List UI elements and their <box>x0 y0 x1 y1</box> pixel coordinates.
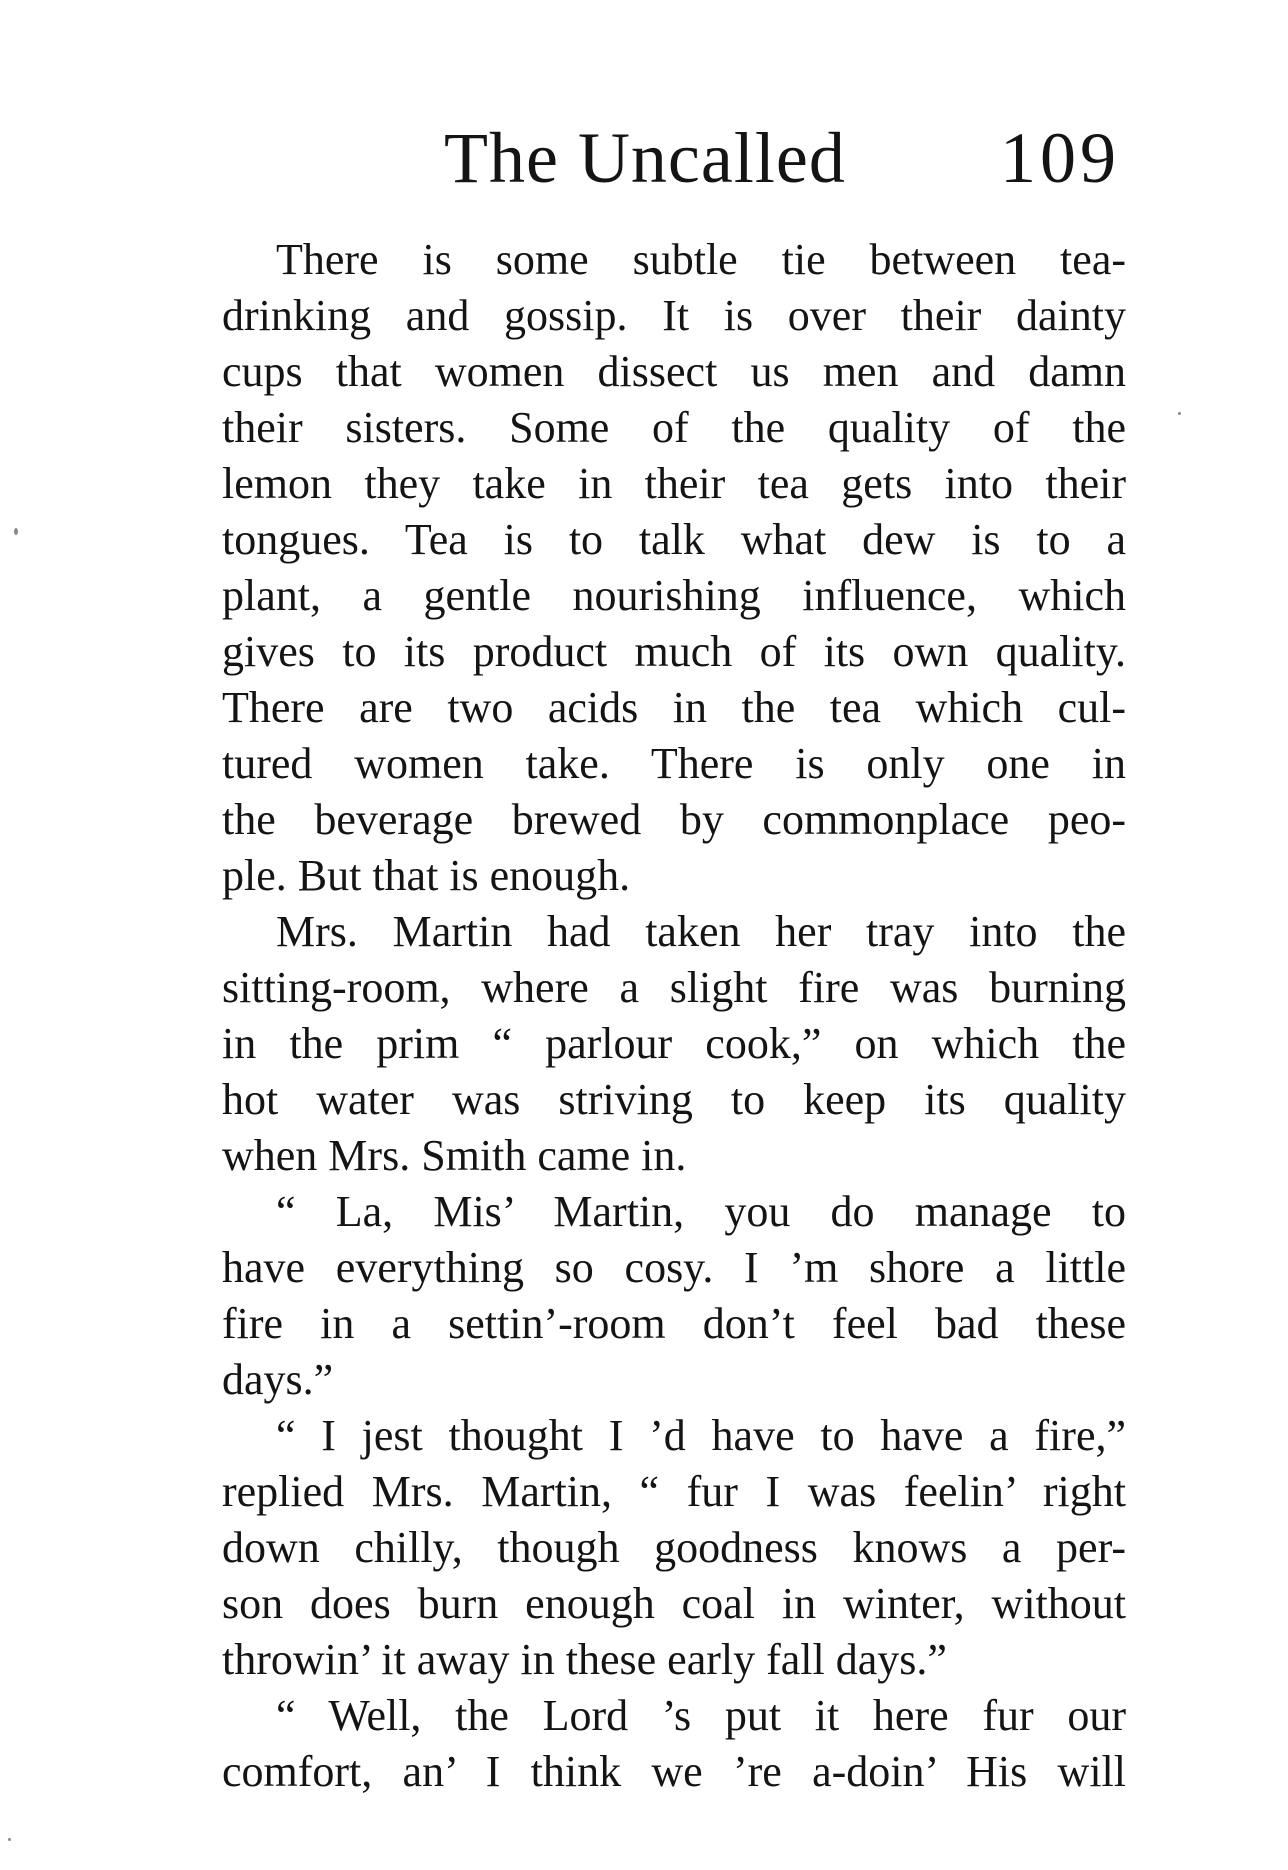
text-line: days.” <box>222 1355 334 1404</box>
text-line: replied Mrs. Martin, “ fur I was feelin’ right <box>222 1467 1126 1516</box>
text-line: ple. But that is enough. <box>222 851 631 900</box>
text-line: plant, a gentle nourishing influence, which <box>222 571 1126 620</box>
text-line: down chilly, though goodness knows a per- <box>222 1523 1126 1572</box>
text-line: drinking and gossip. It is over their dainty <box>222 291 1126 340</box>
text-line: the beverage brewed by commonplace peo- <box>222 795 1126 844</box>
text-line: in the prim “ parlour cook,” on which the <box>222 1019 1126 1068</box>
text-line: “ Well, the Lord ’s put it here fur our <box>276 1691 1126 1740</box>
scan-speck <box>14 528 18 535</box>
text-line: “ I jest thought I ’d have to have a fire,” <box>276 1411 1126 1460</box>
text-line: son does burn enough coal in winter, without <box>222 1579 1126 1628</box>
text-line: when Mrs. Smith came in. <box>222 1131 687 1180</box>
text-line: comfort, an’ I think we ’re a-doin’ His will <box>222 1747 1126 1796</box>
text-line: There is some subtle tie between tea- <box>276 235 1126 284</box>
body-text <box>222 232 1126 1800</box>
scan-speck <box>8 1838 11 1841</box>
text-line: “ La, Mis’ Martin, you do manage to <box>276 1187 1126 1236</box>
text-line: tured women take. There is only one in <box>222 739 1126 788</box>
running-title: The Uncalled <box>444 118 846 198</box>
text-line: sitting-room, where a slight fire was burning <box>222 963 1126 1012</box>
text-line: hot water was striving to keep its quality <box>222 1075 1126 1124</box>
running-head <box>220 118 1126 198</box>
text-line: fire in a settin’-room don’t feel bad these <box>222 1299 1126 1348</box>
text-line: cups that women dissect us men and damn <box>222 347 1126 396</box>
text-line: throwin’ it away in these early fall days.” <box>222 1635 947 1684</box>
text-line: lemon they take in their tea gets into their <box>222 459 1126 508</box>
text-line: Mrs. Martin had taken her tray into the <box>276 907 1126 956</box>
text-line: have everything so cosy. I ’m shore a little <box>222 1243 1126 1292</box>
text-line: tongues. Tea is to talk what dew is to a <box>222 515 1126 564</box>
page-number: 109 <box>1000 118 1120 198</box>
text-line: gives to its product much of its own quality. <box>222 627 1126 676</box>
text-line: There are two acids in the tea which cul- <box>222 683 1126 732</box>
text-line: their sisters. Some of the quality of the <box>222 403 1126 452</box>
scan-speck <box>1178 412 1181 415</box>
